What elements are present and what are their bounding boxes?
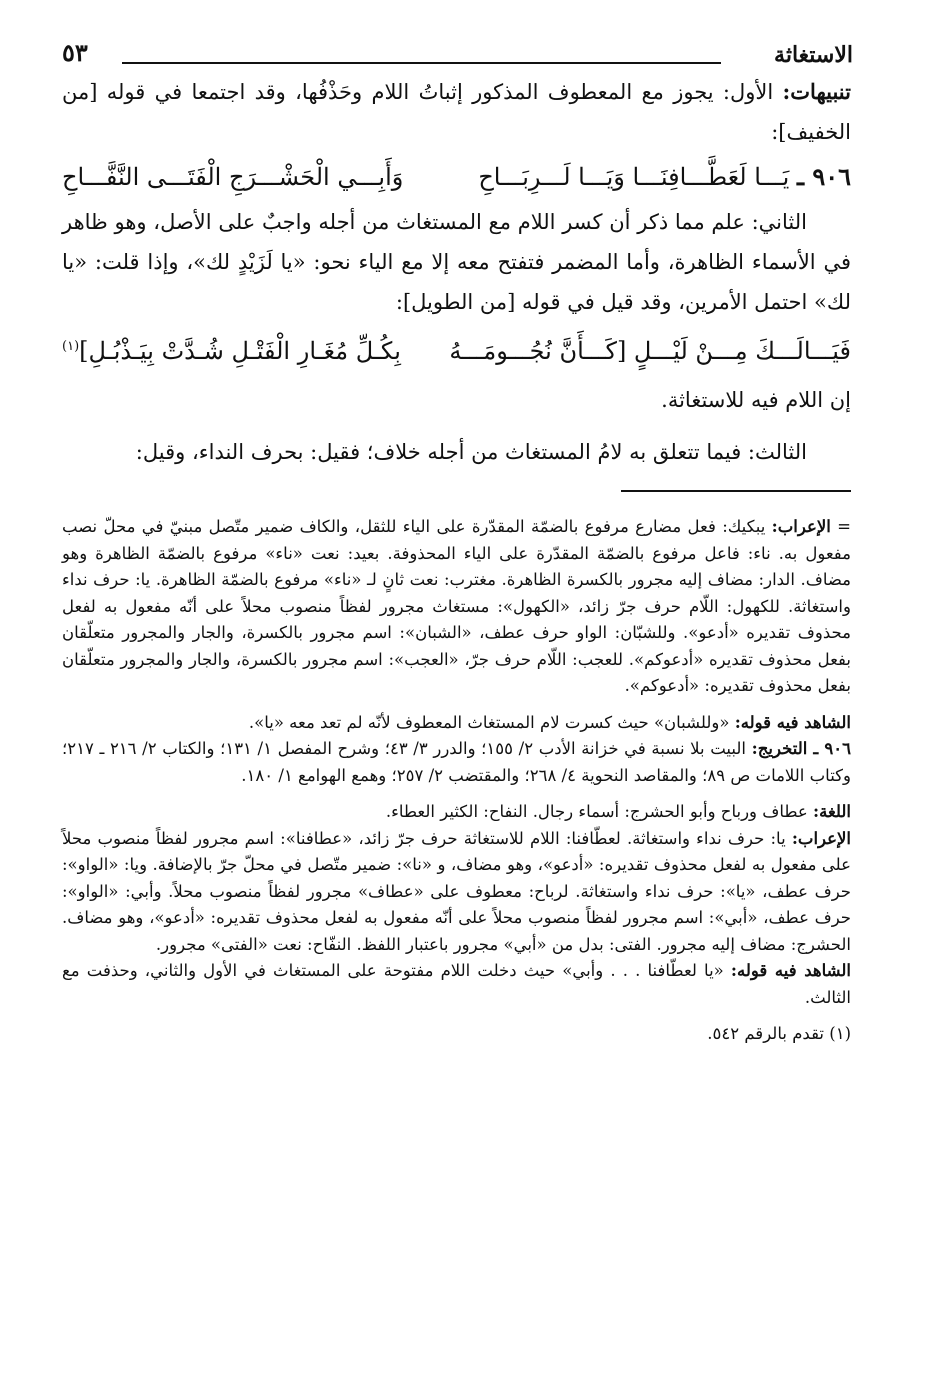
- shahid-text: «وللشبان» حيث كسرت لام المستغاث المعطوف لأنّه لم تعد معه «يا».: [248, 712, 735, 732]
- main-text: [62, 72, 851, 472]
- footnote-separator: [621, 490, 851, 492]
- verse-906-first-text: يَـــا لَعَطَّـــافِنَـــا وَيَـــا لَـــرِبَـــاحِ: [478, 163, 790, 191]
- book-page: [62, 28, 851, 1366]
- takhrij-label: ٩٠٦ ـ التخريج:: [751, 739, 851, 758]
- irab-label: الإعراب:: [791, 828, 851, 848]
- tanbihat-label: تنبيهات:: [782, 79, 851, 104]
- footnote-1: (١) تقدم بالرقم ٥٤٢.: [707, 1024, 851, 1043]
- header-rule: [122, 62, 721, 64]
- verse-906: [62, 154, 851, 200]
- verse-tawil-second-hemistich: [62, 324, 401, 374]
- shahid-label: الشاهد فيه قوله:: [730, 961, 851, 980]
- note-lugha: [62, 799, 851, 826]
- lugha-text: عطاف ورباح وأبو الحشرج: أسماء رجال. النفاح: الكثير العطاء.: [385, 802, 814, 821]
- verse-906-first-hemistich: [478, 154, 851, 200]
- note-takhrij: [62, 736, 851, 789]
- footnote-ref: (١): [62, 339, 80, 354]
- shahid-text: «يا لعطّافنا . . . وأبي» حيث دخلت اللام مفتوحة على المستغاث في الأول والثاني، وحذفت مع الثالث.: [62, 961, 851, 1007]
- note-irab-2: [62, 826, 851, 959]
- paragraph-second: الثاني: علم مما ذكر أن كسر اللام مع المستغاث من أجله واجبٌ على الأصل، وهو ظاهر في الأسماء الظاهرة، وأما المضمر فتفتح معه إلا مع الياء نحو: «يا لَزَيْدٍ لك»، وإذا قلت: «يا لك» احتمل الأمرين، وقد قيل في قوله [من الطويل]:: [62, 210, 851, 314]
- verse-tawil: [62, 324, 851, 374]
- verse-tawil-second-text: بِكُـلِّ مُغَـارِ الْفَتْـلِ شُـدَّتْ بِيَـذْبُـلِ]: [79, 337, 401, 365]
- irab-text: يا: حرف نداء واستغاثة. لعطّافنا: اللام للاستغاثة حرف جرّ زائد، «عطافنا»: اسم مجرور لفظاً منصوب محلاً على مفعول به لفعل محذوف تقديره: «أدعو»، وهو مضاف، و «نا»: ضمير متّصل في محلّ جرّ بالإضافة. ويا: «الواو»: حرف عطف، «يا»: حرف نداء واستغاثة. لرباح: معطوف على «عطاف» مجرور لفظاً منصوب محلاً. وأبي: «الواو»: حرف عطف، «أبي»: اسم مجرور لفظاً منصوب محلاً على أنّه مفعول به لفعل محذوف تقديره: «أدعو»، وهو مضاف. الحشرج: مضاف إليه مجرور. الفتى: بدل من «أبي» مجرور باعتبار اللفظ. النفّاح: نعت «الفتى» مجرور.: [62, 828, 851, 954]
- verse-906-second-hemistich: وَأَبِـــي الْحَشْـــرَجِ الْفَتَـــى النَّفَّـــاحِ: [62, 163, 404, 191]
- takhrij-text: البيت بلا نسبة في خزانة الأدب ٢/ ١٥٥؛ والدرر ٣/ ٤٣؛ وشرح المفصل ١/ ١٣١؛ والكتاب ٢/ ٢١٦ ـ ٢١٧؛ وكتاب اللامات ص ٨٩؛ والمقاصد النحوية ٤/ ٢٦٨؛ والمقتضب ٢/ ٢٥٧؛ وهمع الهوامع ١/ ١٨٠.: [62, 739, 851, 785]
- verse-tawil-first-hemistich: فَيَـــالَـــكَ مِـــنْ لَيْـــلٍ [كَـــأَنَّ نُجُـــومَـــهُ: [449, 337, 851, 365]
- irab-text: يبكيك: فعل مضارع مرفوع بالضمّة المقدّرة على الياء للثقل، والكاف ضمير متّصل مبنيّ في محلّ نصب مفعول به. ناء: فاعل مرفوع بالضمّة المقدّرة على الياء المحذوفة. بعيد: نعت «ناء» مرفوع بالضمّة الظاهرة وهو مضاف. الدار: مضاف إليه مجرور بالكسرة الظاهرة. مغترب: نعت ثانٍ لـ «ناء» مرفوع بالضمّة الظاهرة. يا: حرف نداء واستغاثة. للكهول: اللّام حرف جرّ زائد، «الكهول»: مستغاث مجرور لفظاً منصوب محلاً على أنّه مفعول به لفعل محذوف تقديره «أدعو». وللشبّان: الواو حرف عطف، «الشبان»: اسم مجرور بالكسرة، والجار والمجرور متعلّقان بفعل محذوف تقديره «أدعوكم». للعجب: اللّام حرف جرّ، «العجب»: اسم مجرور بالكسرة، والجار والمجرور متعلّقان بفعل محذوف تقديره: «أدعوكم».: [62, 517, 851, 695]
- shahid-label: الشاهد فيه قوله:: [734, 712, 851, 732]
- note-shahid-1: [62, 710, 851, 737]
- chapter-title: الاستغاثة: [774, 42, 853, 68]
- paragraph-tanbihat: [62, 72, 851, 152]
- note-shahid-2: [62, 958, 851, 1011]
- irab-label: الإعراب:: [771, 517, 831, 536]
- note-irab-1: [62, 514, 851, 700]
- lugha-label: اللغة:: [813, 802, 851, 821]
- footnotes: [62, 514, 851, 1048]
- verse-number: ٩٠٦ ـ: [796, 162, 851, 191]
- tanbihat-text: الأول: يجوز مع المعطوف المذكور إثباتُ اللام وحَذْفُها، وقد اجتمعا في قوله [من الخفيف]:: [62, 80, 851, 144]
- running-header: [62, 28, 851, 72]
- paragraph-lam-istighatha: إن اللام فيه للاستغاثة.: [661, 388, 851, 412]
- continuation-mark: =: [830, 517, 851, 536]
- paragraph-third: الثالث: فيما تتعلق به لامُ المستغاث من أجله خلاف؛ فقيل: بحرف النداء، وقيل:: [135, 440, 807, 464]
- page-number: ٥٣: [62, 38, 88, 67]
